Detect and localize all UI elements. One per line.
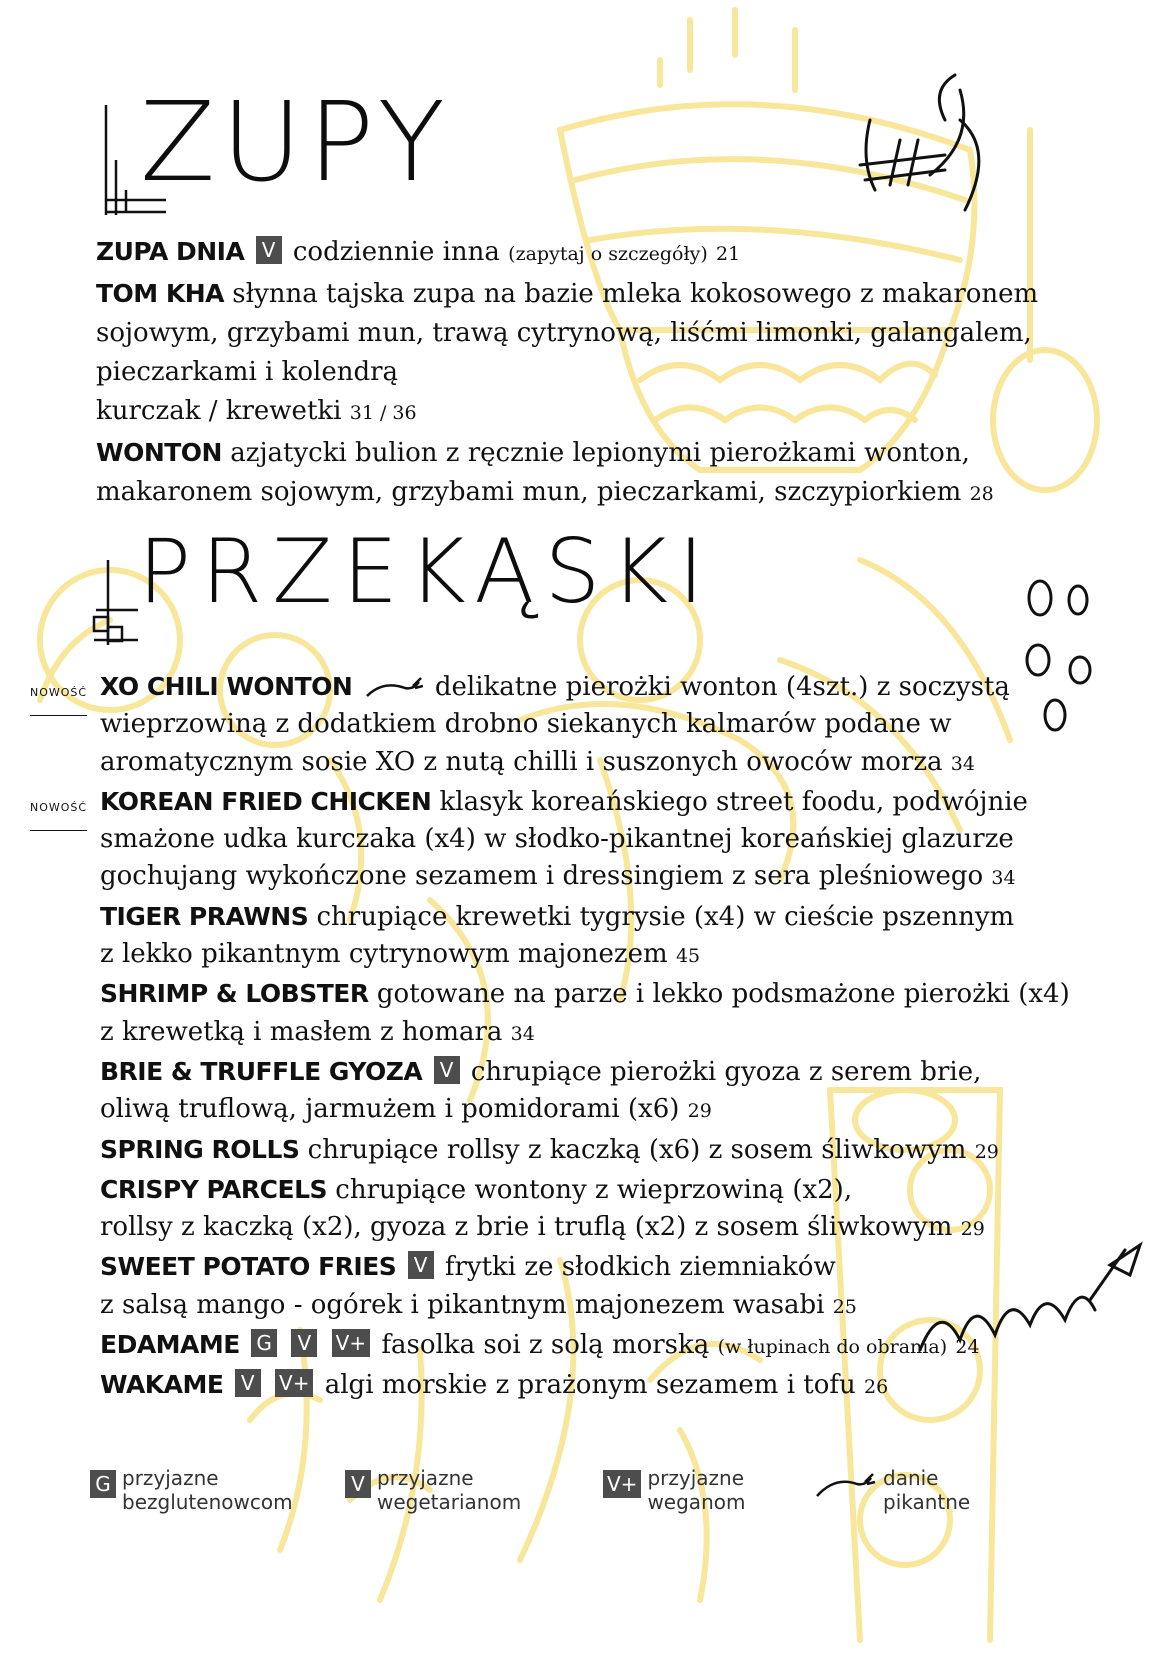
- item-description: fasolka soi z solą morską: [381, 1330, 710, 1361]
- menu-item: [100, 898, 1070, 936]
- appetizers-menu: [30, 668, 1070, 1407]
- item-description-line: wieprzowiną z dodatkiem drobno siekanych kalmarów podane w: [100, 709, 952, 740]
- menu-item: [100, 1248, 1070, 1286]
- vegetarian-badge-icon: V: [345, 1470, 371, 1498]
- item-description: algi morskie z prażonym sezamem i tofu: [324, 1370, 856, 1401]
- new-badge: NOWOŚĆ: [30, 674, 87, 711]
- legend-label: danie pikantne: [883, 1466, 971, 1514]
- item-name: EDAMAME: [100, 1330, 240, 1360]
- item-name: TOM KHA: [96, 279, 225, 308]
- legend-label: przyjazne wegetarianom: [377, 1466, 522, 1514]
- item-name: TIGER PRAWNS: [100, 901, 309, 931]
- item-description: z krewetką i masłem z homara: [100, 1016, 503, 1047]
- vegan-badge-icon: V+: [332, 1329, 370, 1357]
- menu-item: [100, 1171, 1070, 1209]
- menu-item-line: [100, 1209, 1070, 1248]
- item-price: 45: [675, 945, 701, 968]
- item-description: delikatne pierożki wonton (4szt.) z soczystą: [434, 672, 1010, 702]
- item-name: WONTON: [96, 438, 222, 467]
- item-price: 34: [991, 867, 1016, 890]
- item-description: chrupiące pierożki gyoza z serem brie,: [470, 1056, 982, 1087]
- item-description: gotowane na parze i lekko podsmażone pierożki (x4): [376, 979, 1070, 1010]
- item-description: słynna tajska zupa na bazie mleka kokosowego z makaronem: [232, 279, 1039, 309]
- menu-item: [30, 783, 1070, 821]
- item-name: KOREAN FRIED CHICKEN: [100, 786, 432, 816]
- menu-item: [30, 668, 1070, 706]
- item-name: BRIE & TRUFFLE GYOZA: [100, 1056, 423, 1086]
- menu-item: [96, 433, 1038, 473]
- gluten-free-badge-icon: G: [90, 1470, 116, 1498]
- menu-item: [100, 975, 1070, 1013]
- item-name: SPRING ROLLS: [100, 1134, 300, 1164]
- item-name: CRISPY PARCELS: [100, 1174, 328, 1204]
- item-name: WAKAME: [100, 1370, 224, 1400]
- legend-label: przyjazne bezglutenowcom: [122, 1466, 293, 1514]
- item-description: z lekko pikantnym cytrynowym majonezem: [100, 939, 668, 970]
- item-variant: kurczak / krewetki: [96, 396, 342, 426]
- chili-pepper-icon: [815, 1470, 877, 1500]
- vegan-badge-icon: V+: [275, 1369, 313, 1397]
- menu-item: [100, 1366, 1070, 1406]
- item-description: gochujang wykończone sezamem i dressingiem z sera pleśniowego: [100, 861, 984, 892]
- item-name: SWEET POTATO FRIES: [100, 1252, 397, 1282]
- item-description: aromatycznym sosie XO z nutą chilli i suszonych owoców morza: [100, 746, 943, 777]
- vegan-badge-icon: V+: [603, 1470, 641, 1498]
- item-description: frytki ze słodkich ziemniaków: [444, 1252, 836, 1283]
- item-note: (zapytaj o szczegóły): [508, 243, 708, 265]
- item-name: XO CHILI WONTON: [100, 672, 353, 701]
- menu-item-line: [100, 1014, 1070, 1053]
- menu-item: [100, 1326, 1070, 1366]
- item-price: 31 / 36: [349, 402, 417, 424]
- menu-item-variant: [96, 392, 1038, 433]
- section-title-soups: ZUPY: [140, 78, 451, 206]
- legend-vegan: [603, 1466, 745, 1514]
- vegetarian-badge-icon: V: [256, 236, 282, 264]
- item-description: chrupiące krewetki tygrysie (x4) w cieście pszennym: [316, 901, 1015, 932]
- item-description: chrupiące wontony z wieprzowiną (x2),: [335, 1174, 853, 1205]
- item-name: ZUPA DNIA: [96, 237, 245, 266]
- item-price: 26: [864, 1376, 889, 1399]
- menu-item-line: [100, 936, 1070, 975]
- item-description: chrupiące rollsy z kaczką (x6) z sosem śliwkowym: [307, 1134, 967, 1165]
- item-note: (w łupinach do obrania): [717, 1336, 948, 1359]
- menu-item: [96, 274, 1038, 314]
- vegetarian-badge-icon: V: [434, 1056, 460, 1084]
- legend-spicy: [815, 1466, 970, 1514]
- item-price: 21: [716, 243, 741, 265]
- item-description-line: sojowym, grzybami mun, trawą cytrynową, liśćmi limonki, galangalem,: [96, 318, 1032, 348]
- item-name: SHRIMP & LOBSTER: [100, 979, 369, 1009]
- item-description: makaronem sojowym, grzybami mun, pieczarkami, szczypiorkiem: [96, 477, 962, 507]
- legend-label: przyjazne weganom: [647, 1466, 746, 1514]
- new-badge: NOWOŚĆ: [30, 789, 87, 826]
- item-description-line: smażone udka kurczaka (x4) w słodko-pikantnej koreańskiej glazurze: [100, 824, 1014, 855]
- item-price: 29: [960, 1218, 985, 1241]
- menu-item-line: [100, 1287, 1070, 1326]
- menu-item-line: [100, 858, 1070, 897]
- gluten-free-badge-icon: G: [251, 1329, 277, 1357]
- item-description-line: pieczarkami i kolendrą: [96, 357, 399, 387]
- chili-pepper-icon: [365, 676, 423, 700]
- item-description: codziennie inna: [292, 237, 500, 267]
- item-price: 25: [832, 1295, 857, 1318]
- menu-item-line: [100, 1091, 1070, 1130]
- item-price: 34: [950, 752, 975, 775]
- menu-item: [100, 1053, 1070, 1091]
- item-price: 29: [687, 1100, 712, 1123]
- menu-item-line: [96, 473, 1038, 514]
- section-title-appetizers: PRZEKĄSKI: [138, 520, 714, 623]
- item-price: 28: [969, 483, 994, 505]
- item-description: z salsą mango - ogórek i pikantnym majonezem wasabi: [100, 1289, 825, 1320]
- item-price: 24: [955, 1336, 980, 1359]
- menu-item: [96, 232, 1038, 274]
- item-price: 29: [974, 1140, 999, 1163]
- item-price: 34: [510, 1022, 535, 1045]
- vegetarian-badge-icon: V: [408, 1251, 434, 1279]
- menu-item: [100, 1131, 1070, 1171]
- legend-vegetarian: [345, 1466, 521, 1514]
- item-description: oliwą truflową, jarmużem i pomidorami (x6): [100, 1094, 680, 1125]
- item-description: klasyk koreańskiego street foodu, podwójnie: [439, 786, 1028, 817]
- menu-item-line: [100, 744, 1070, 783]
- legend-gluten-free: [90, 1466, 293, 1514]
- vegetarian-badge-icon: V: [291, 1329, 317, 1357]
- vegetarian-badge-icon: V: [235, 1369, 261, 1397]
- item-description: azjatycki bulion z ręcznie lepionymi pierożkami wonton,: [230, 438, 970, 468]
- soups-menu: [96, 232, 1038, 514]
- item-description: rollsy z kaczką (x2), gyoza z brie i truflą (x2) z sosem śliwkowym: [100, 1212, 953, 1243]
